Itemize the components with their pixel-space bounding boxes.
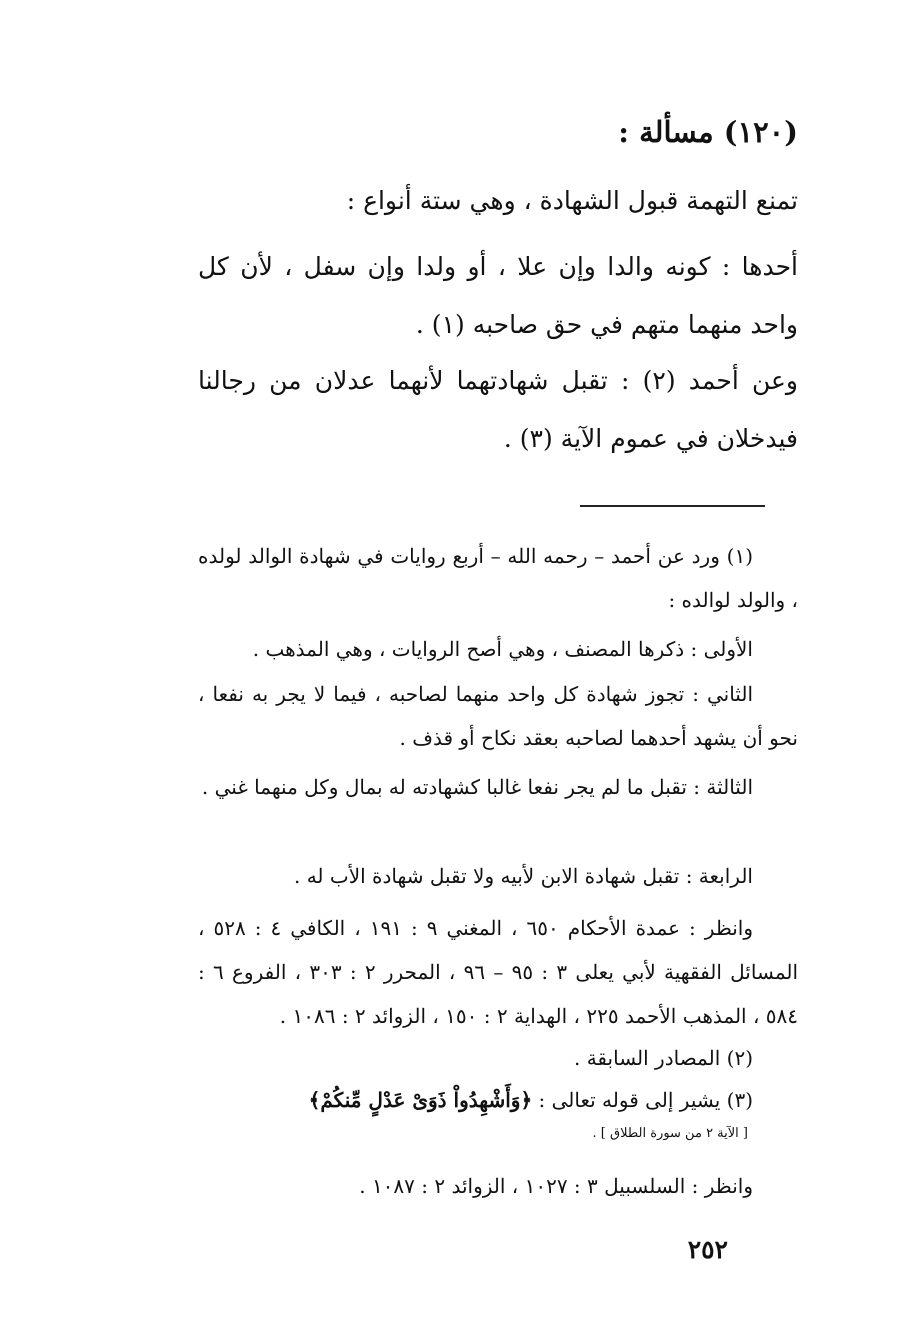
footnote-2: (٢) المصادر السابقة . [573, 1046, 753, 1070]
footnote-1-second-narration: الثاني : تجوز شهادة كل واحد منهما لصاحبه ، فيما لا يجر به نفعا ، نحو أن يشهد أحدهما لصاحبه بعقد نكاح أو قذف . [198, 682, 798, 750]
footnote-1-first-narration: الأولى : ذكرها المصنف ، وهي أصح الروايات ، وهي المذهب . [252, 637, 753, 661]
page-number: ٢٥٢ [687, 1235, 728, 1264]
footnote-3 [198, 1078, 798, 1122]
footnote-1-fourth-narration: الرابعة : تقبل شهادة الابن لأبيه ولا تقبل شهادة الأب له . [293, 864, 753, 888]
body-paragraph-3: وعن أحمد (٢) : تقبل شهادتهما لأنهما عدلان من رجالنا فيدخلان في عموم الآية (٣) . [198, 366, 798, 453]
body-paragraph-2: أحدها : كونه والدا وإن علا ، أو ولدا وإن سفل ، لأن كل واحد منهما متهم في حق صاحبه (١) . [198, 252, 798, 339]
footnote-1-third-narration: الثالثة : تقبل ما لم يجر نفعا غالبا كشهادته له بمال وكل منهما غني . [201, 775, 753, 799]
footnote-1: (١) ورد عن أحمد – رحمه الله – أربع روايات في شهادة الوالد لولده ، والولد لوالده : [198, 544, 798, 612]
footnote-separator [580, 505, 765, 507]
footnote-1-references: وانظر : عمدة الأحكام ٦٥٠ ، المغني ٩ : ١٩١ ، الكافي ٤ : ٥٢٨ ، المسائل الفقهية لأبي يعلى ٣ : ٩٥ – ٩٦ ، المحرر ٢ : ٣٠٣ ، الفروع ٦ : ٥٨٤ ، المذهب الأحمد ٢٢٥ ، الهداية ٢ : ١٥٠ ، الزوائد ٢ : ١٠٨٦ . [198, 916, 799, 1028]
footnote-3-references: وانظر : السلسبيل ٣ : ١٠٢٧ ، الزوائد ٢ : ١٠٨٧ . [359, 1174, 753, 1198]
body-paragraph-1: تمنع التهمة قبول الشهادة ، وهي ستة أنواع : [346, 186, 798, 215]
issue-title: (١٢٠) مسألة : [618, 115, 798, 149]
quran-verse: ﴿وَأَشْهِدُواْ ذَوَىْ عَدْلٍ مِّنكُمْ﴾ [308, 1088, 533, 1112]
footnote-3-prefix: (٣) يشير إلى قوله تعالى : [538, 1088, 753, 1112]
verse-reference: [ الآية ٢ من سورة الطلاق ] . [592, 1126, 748, 1141]
